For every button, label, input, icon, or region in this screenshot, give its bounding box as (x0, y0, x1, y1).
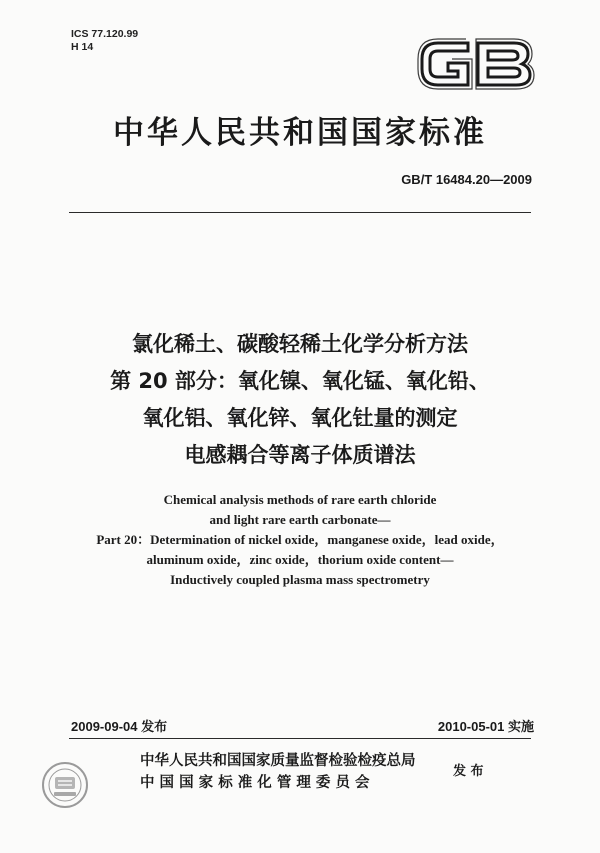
english-title-line-5: Inductively coupled plasma mass spectrometry (170, 572, 430, 587)
ccs-code: H 14 (71, 41, 94, 53)
implement-date: 2010-05-01 实施 (437, 719, 534, 734)
seal-stamp-icon (40, 760, 90, 810)
english-title-line-4: aluminum oxide，zinc oxide，thorium oxide content— (146, 552, 454, 567)
issuer-sac: 中 国 国 家 标 准 化 管 理 委 员 会 (140, 774, 370, 791)
standard-number: GB/T 16484.20—2009 (401, 172, 532, 187)
chinese-title-line-3: 氧化铝、氧化锌、氧化钍量的测定 (142, 406, 458, 430)
chinese-title-line-1: 氯化稀土、碳酸轻稀土化学分析方法 (132, 332, 468, 356)
chinese-title-line-4: 电感耦合等离子体质谱法 (184, 443, 416, 467)
english-title (0, 490, 600, 590)
publish-date: 2009-09-04 发布 (71, 719, 168, 734)
ics-code: ICS 77.120.99 (71, 28, 139, 40)
classification-codes (71, 28, 138, 54)
issuer-aqsiq: 中华人民共和国国家质量监督检验检疫总局 (140, 752, 416, 769)
header-divider (69, 212, 531, 213)
issue-label: 发 布 (453, 764, 484, 779)
issuing-authorities (140, 750, 416, 794)
english-title-line-2: and light rare earth carbonate— (209, 512, 391, 527)
chinese-title-line-2: 第 20 部分：氧化镍、氧化锰、氧化铅、 (110, 369, 490, 393)
gb-logo (416, 33, 536, 95)
chinese-title (0, 326, 600, 474)
english-title-line-3: Part 20：Determination of nickel oxide，manganese oxide，lead oxide， (96, 532, 504, 547)
standard-type-title: 中华人民共和国国家标准 (113, 115, 487, 151)
english-title-line-1: Chemical analysis methods of rare earth chloride (163, 492, 437, 507)
footer-divider (69, 738, 531, 739)
